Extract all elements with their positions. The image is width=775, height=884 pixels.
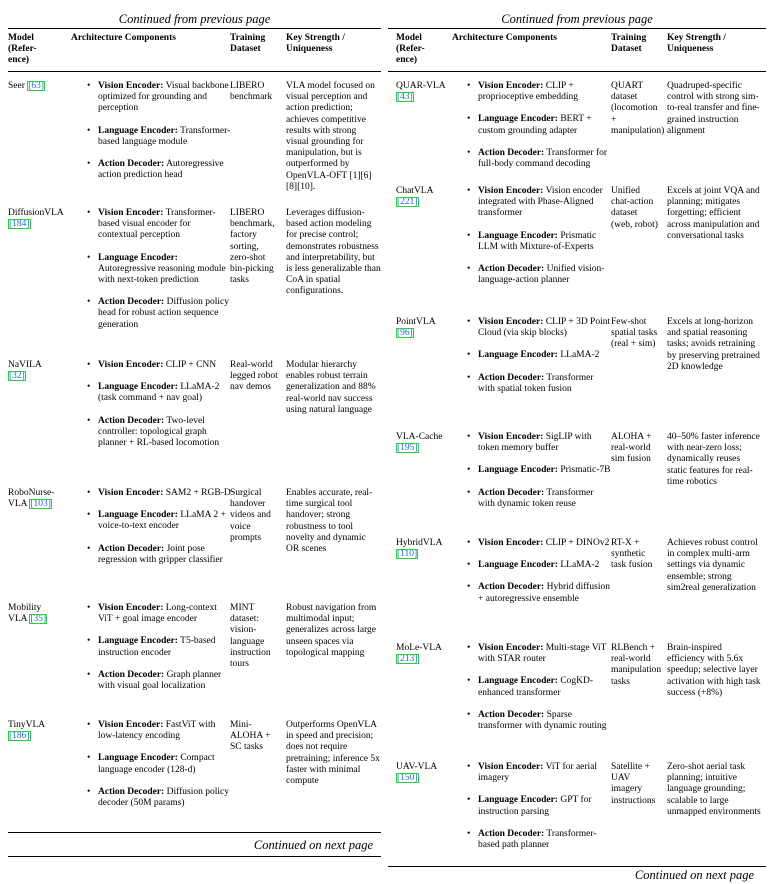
model-name: QUAR-VLA — [396, 81, 446, 91]
component-label: Language Encoder: — [478, 230, 558, 241]
model-name-cell — [8, 360, 60, 382]
component-text: Hybrid diffusion + autoregressive ensemble — [478, 582, 611, 604]
component-list — [466, 317, 611, 395]
component-item — [86, 382, 231, 404]
model-name-cell — [8, 720, 60, 742]
component-list — [86, 720, 231, 809]
component-label: Vision Encoder: — [98, 360, 164, 370]
component-text: SigLIP with token memory buffer — [478, 432, 592, 454]
citation-link[interactable]: [63] — [28, 81, 45, 91]
component-item — [86, 544, 231, 566]
component-list — [466, 762, 611, 851]
component-item — [466, 538, 611, 549]
model-name: VLA-Cache — [396, 432, 443, 442]
component-label: Action Decoder: — [98, 543, 165, 554]
component-label: Vision Encoder: — [98, 720, 164, 730]
component-list — [466, 538, 611, 605]
component-label: Action Decoder: — [478, 264, 545, 275]
component-text: Autoregressive reasoning module with next-token prediction — [98, 263, 226, 286]
header-model: Model (Refer- ence) — [396, 33, 425, 65]
citation-link[interactable]: [35] — [30, 614, 47, 625]
header-architecture: Architecture Components — [452, 33, 557, 43]
component-list — [466, 81, 611, 170]
component-text: BERT + custom grounding adapter — [478, 114, 592, 136]
dataset-cell: Few-shot spatial tasks (real + sim) — [611, 317, 658, 350]
component-text: Vision encoder integrated with Phase-Aligned transformer — [478, 186, 603, 219]
strength-cell: Excels at long-horizon and spatial reasoning tasks; avoids retraining by preserving pretrained 2D knowledge — [667, 317, 760, 372]
component-label: Action Decoder: — [98, 415, 165, 426]
model-name-cell — [396, 538, 448, 560]
architecture-cell — [86, 720, 231, 820]
model-name-cell — [396, 432, 448, 454]
component-text: CogKD-enhanced transformer — [478, 676, 594, 698]
component-label: Action Decoder: — [478, 582, 545, 593]
component-text: LLaMA 2 + voice-to-text encoder — [98, 510, 226, 532]
component-text: Visual backbone optimized for grounding and perception — [98, 81, 229, 114]
strength-cell: Robust navigation from multimodal input; generalizes across large unseen spaces via topological mapping — [286, 603, 377, 658]
component-item — [466, 350, 611, 361]
component-label: Action Decoder: — [478, 709, 545, 720]
component-label: Language Encoder: — [478, 676, 558, 687]
strength-cell: VLA model focused on visual perception and action prediction; achieves competitive results with strong visual grounding for manipulation, but is outperformed by OpenVLA-OFT [1][6][8][10]. — [286, 81, 375, 192]
component-label: Language Encoder: — [98, 382, 178, 393]
strength-cell: Zero-shot aerial task planning; intuitive language grounding; scalable to large unmapped environments — [667, 762, 761, 817]
model-name: RoboNurse-VLA — [8, 488, 55, 510]
model-name: NaVILA — [8, 360, 42, 370]
component-text: SAM2 + RGB-D — [163, 488, 231, 498]
component-text: Diffusion policy decoder (50M params) — [98, 786, 229, 809]
component-list — [466, 186, 611, 286]
component-item — [86, 126, 231, 148]
architecture-cell — [86, 81, 231, 192]
citation-link[interactable]: [110] — [397, 549, 418, 560]
model-name-cell — [8, 208, 64, 230]
component-item — [466, 560, 611, 571]
component-item — [86, 753, 231, 775]
dataset-cell: QUART dataset (locomotion + manipulation) — [611, 81, 665, 136]
architecture-cell — [466, 432, 611, 521]
component-text: Prismatic-7B — [557, 465, 611, 476]
component-text: Multi-stage ViT with STAR router — [478, 643, 607, 665]
component-text: Unified vision-language-action planner — [478, 264, 605, 286]
component-label: Vision Encoder: — [478, 643, 544, 653]
component-item — [466, 81, 611, 103]
component-label: Vision Encoder: — [98, 208, 164, 218]
component-label: Action Decoder: — [478, 372, 545, 383]
header-strength: Key Strength / Uniqueness — [286, 33, 345, 54]
component-label: Language Encoder: — [98, 753, 178, 764]
architecture-cell — [466, 81, 611, 181]
component-item — [466, 465, 611, 476]
component-text: LLaMA-2 — [557, 560, 600, 571]
component-item — [466, 264, 611, 286]
component-item — [466, 643, 611, 665]
component-label: Language Encoder: — [478, 795, 558, 806]
component-text: Transformer-based visual encoder for contextual perception — [98, 208, 216, 241]
citation-link[interactable]: [43] — [397, 92, 413, 103]
architecture-cell — [466, 643, 611, 743]
component-text: LLaMA-2 — [557, 350, 600, 361]
header-rule — [388, 71, 766, 72]
component-list — [466, 643, 611, 732]
component-label: Vision Encoder: — [98, 81, 164, 91]
component-item — [86, 603, 231, 625]
architecture-cell — [466, 317, 611, 406]
component-text: ViT for aerial imagery — [478, 762, 598, 784]
table-bottom-rule — [388, 866, 766, 867]
component-list — [86, 488, 231, 566]
component-text: Transformer with spatial token fusion — [478, 372, 594, 394]
citation-link[interactable]: [186] — [9, 731, 30, 742]
component-item — [86, 297, 231, 331]
component-item — [86, 360, 231, 371]
model-name: PointVLA — [396, 317, 436, 327]
component-label: Vision Encoder: — [98, 603, 164, 613]
citation-link[interactable]: [96] — [397, 328, 413, 339]
strength-cell: Modular hierarchy enables robust terrain generalization and 88% real-world nav success using natural language — [286, 360, 376, 415]
model-name: DiffusionVLA — [8, 208, 64, 218]
component-label: Action Decoder: — [98, 297, 165, 308]
dataset-cell: Satellite + UAV imagery instructions — [611, 762, 656, 806]
dataset-cell: ALOHA + real-world sim fusion — [611, 432, 652, 465]
citation-link[interactable]: [221] — [397, 197, 418, 208]
component-label: Action Decoder: — [98, 786, 165, 797]
component-text: CLIP + proprioceptive embedding — [478, 81, 578, 103]
architecture-cell — [466, 762, 611, 862]
component-list — [86, 360, 231, 449]
component-item — [466, 795, 611, 817]
component-text: Long-context ViT + goal image encoder — [98, 603, 217, 625]
component-text: Graph planner with visual goal localization — [98, 669, 222, 692]
component-label: Vision Encoder: — [478, 538, 544, 548]
component-label: Vision Encoder: — [98, 488, 164, 498]
component-item — [466, 114, 611, 136]
component-label: Action Decoder: — [478, 487, 545, 498]
component-item — [86, 253, 231, 287]
component-text: Transformer with dynamic token reuse — [478, 487, 594, 509]
model-name: TinyVLA — [8, 720, 45, 730]
component-item — [466, 762, 611, 784]
strength-cell: 40–50% faster inference with near-zero loss; dynamically reuses static features for real-time robotics — [667, 432, 760, 487]
component-label: Language Encoder: — [478, 560, 558, 571]
strength-cell: Leverages diffusion-based action modeling for precise control; demonstrates robustness and interpretability, but is less generalizable than CoA in spatial configurations. — [286, 208, 381, 297]
component-text: CLIP + 3D Point Cloud (via skip blocks) — [478, 317, 611, 339]
architecture-cell — [86, 208, 231, 342]
component-label: Language Encoder: — [478, 350, 558, 361]
component-text: T5-based instruction encoder — [98, 636, 216, 658]
dataset-cell: Mini-ALOHA + SC tasks — [230, 720, 271, 753]
header-strength: Key Strength / Uniqueness — [667, 33, 726, 54]
component-text: Autoregressive action prediction head — [98, 159, 224, 181]
component-item — [466, 148, 611, 170]
component-list — [86, 81, 231, 181]
component-label: Language Encoder: — [98, 510, 178, 521]
header-model: Model (Refer- ence) — [8, 33, 37, 65]
component-item — [86, 787, 231, 809]
component-item — [86, 636, 231, 658]
model-name: Mobility VLA — [8, 603, 42, 625]
architecture-cell — [86, 603, 231, 703]
model-name: MoLe-VLA — [396, 643, 442, 653]
component-item — [466, 432, 611, 454]
continued-from-previous-caption: Continued from previous page — [118, 12, 271, 26]
component-label: Language Encoder: — [98, 636, 178, 647]
model-name-cell — [396, 317, 448, 339]
component-text: GPT for instruction parsing — [478, 795, 592, 817]
model-name-cell — [396, 643, 448, 665]
component-list — [86, 208, 231, 331]
component-label: Language Encoder: — [478, 465, 558, 476]
model-name: UAV-VLA — [396, 762, 437, 772]
component-label: Vision Encoder: — [478, 432, 544, 442]
header-architecture: Architecture Components — [71, 33, 176, 43]
component-label: Action Decoder: — [98, 159, 165, 170]
citation-link[interactable]: [184] — [9, 219, 30, 230]
model-name: ChatVLA — [396, 186, 433, 196]
header-rule — [8, 71, 381, 72]
component-text: Transformer-based language module — [98, 125, 231, 147]
strength-cell: Outperforms OpenVLA in speed and precision; does not require pretraining; inference 5x faster with minimal compute — [286, 720, 380, 787]
component-label: Vision Encoder: — [478, 81, 544, 91]
citation-link[interactable]: [32] — [9, 371, 25, 382]
table-top-rule — [388, 28, 766, 29]
component-label: Vision Encoder: — [478, 762, 544, 772]
table-bottom-rule — [8, 832, 381, 833]
component-item — [86, 416, 231, 450]
model-name: HybridVLA — [396, 538, 442, 548]
component-text: Sparse transformer with dynamic routing — [478, 709, 607, 732]
component-label: Language Encoder: — [98, 252, 178, 263]
dataset-cell: Unified chat-action dataset (web, robot) — [611, 186, 658, 230]
component-item — [466, 231, 611, 253]
component-label: Action Decoder: — [478, 828, 545, 839]
component-item — [466, 317, 611, 339]
component-item — [86, 510, 231, 532]
component-label: Language Encoder: — [478, 114, 558, 125]
component-item — [466, 186, 611, 220]
component-item — [466, 582, 611, 604]
dataset-cell: MINT dataset: vision-language instruction tours — [230, 603, 271, 670]
component-text: CLIP + CNN — [163, 360, 217, 370]
citation-link[interactable]: [213] — [397, 654, 418, 665]
component-item — [466, 488, 611, 510]
component-text: Transformer-based path planner — [478, 828, 597, 851]
model-name-cell — [8, 488, 60, 510]
component-list — [466, 432, 611, 510]
component-item — [86, 208, 231, 242]
component-text: Compact language encoder (128-d) — [98, 753, 215, 775]
architecture-cell — [86, 360, 231, 460]
component-label: Vision Encoder: — [478, 186, 544, 196]
citation-link[interactable]: [103] — [30, 499, 51, 510]
component-text: LLaMA-2 (task command + nav goal) — [98, 382, 220, 404]
strength-cell: Quadruped-specific control with strong sim-to-real transfer and fine-grained instruction alignment — [667, 81, 760, 136]
component-text: Joint pose regression with gripper classifier — [98, 543, 223, 565]
component-item — [466, 676, 611, 698]
dataset-cell: LIBERO benchmark — [230, 81, 273, 103]
component-item — [466, 710, 611, 732]
component-text: Prismatic LLM with Mixture-of-Experts — [478, 230, 597, 252]
component-item — [466, 373, 611, 395]
strength-cell: Achieves robust control in complex multi-arm settings via dynamic ensemble; strong sim2real generalization — [667, 538, 758, 593]
component-text: FastViT with low-latency encoding — [98, 720, 216, 742]
component-item — [86, 670, 231, 692]
component-text: Transformer for full-body command decoding — [478, 147, 608, 170]
component-item — [86, 488, 231, 499]
strength-cell: Enables accurate, real-time surgical tool handover; strong robustness to tool novelty and dynamic OR scenes — [286, 488, 373, 555]
architecture-cell — [466, 186, 611, 297]
component-label: Language Encoder: — [98, 125, 178, 136]
strength-cell: Excels at joint VQA and planning; mitigates forgetting; efficient across manipulation and conversational tasks — [667, 186, 760, 241]
dataset-cell: RT-X + synthetic task fusion — [611, 538, 653, 571]
model-name-cell — [8, 603, 60, 625]
model-name: Seer — [8, 81, 28, 91]
continued-next-caption: Continued on next page — [634, 868, 754, 882]
dataset-cell: RLBench + real-world manipulation tasks — [611, 643, 662, 687]
page-bottom-rule — [8, 856, 381, 857]
component-text: Diffusion policy head for robust action sequence generation — [98, 297, 229, 330]
component-label: Action Decoder: — [98, 669, 165, 680]
model-name-cell — [396, 186, 448, 208]
citation-link[interactable]: [150] — [397, 773, 418, 784]
model-name-cell — [396, 762, 448, 784]
component-label: Action Decoder: — [478, 147, 545, 158]
dataset-cell: Real-world legged robot nav demos — [230, 360, 278, 393]
model-name-cell — [8, 81, 60, 92]
dataset-cell: Surgical handover videos and voice prompts — [230, 488, 271, 543]
component-item — [86, 720, 231, 742]
component-item — [86, 81, 231, 115]
component-item — [466, 829, 611, 851]
component-text: CLIP + DINOv2 — [543, 538, 610, 548]
model-name-cell — [396, 81, 448, 103]
architecture-cell — [86, 488, 231, 577]
architecture-cell — [466, 538, 611, 616]
dataset-cell: LIBERO benchmark, factory sorting, zero-shot bin-picking tasks — [230, 208, 275, 286]
component-item — [86, 159, 231, 181]
citation-link[interactable]: [195] — [397, 443, 418, 454]
continued-from-previous-caption: Continued from previous page — [501, 12, 653, 26]
header-dataset: Training Dataset — [611, 33, 647, 54]
continued-next-caption: Continued on next page — [253, 838, 373, 852]
component-list — [86, 603, 231, 692]
strength-cell: Brain-inspired efficiency with 5.6x speedup; selective layer activation with high task success (+8%) — [667, 643, 761, 698]
header-dataset: Training Dataset — [230, 33, 266, 54]
table-top-rule — [8, 28, 381, 29]
component-label: Vision Encoder: — [478, 317, 544, 327]
component-text: Two-level controller: topological graph planner + RL-based locomotion — [98, 415, 220, 449]
